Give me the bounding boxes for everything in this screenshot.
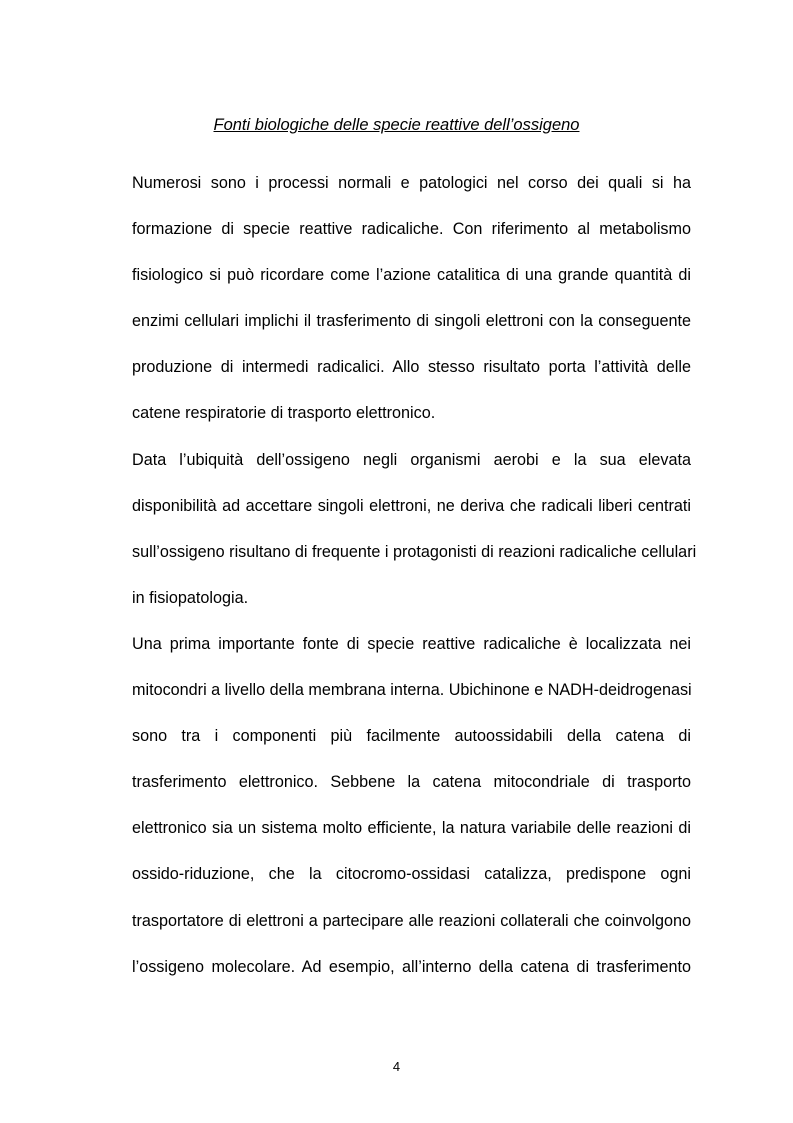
text-line: fisiologico si può ricordare come l’azione catalitica di una grande quantità di (132, 266, 691, 285)
text-line: mitocondri a livello della membrana interna. Ubichinone e NADH-deidrogenasi (132, 681, 692, 700)
page-number: 4 (392, 1059, 401, 1074)
text-line: catene respiratorie di trasporto elettronico. (132, 404, 436, 423)
text-line: enzimi cellulari implichi il trasferimento di singoli elettroni con la conseguente (132, 312, 691, 331)
text-line: l’ossigeno molecolare. Ad esempio, all’interno della catena di trasferimento (132, 957, 691, 976)
text-line: Data l’ubiquità dell’ossigeno negli organismi aerobi e la sua elevata (132, 450, 691, 469)
text-line: sono tra i componenti più facilmente autoossidabili della catena di (132, 727, 691, 746)
text-line: Una prima importante fonte di specie reattive radicaliche è localizzata nei (132, 634, 691, 653)
body-text (132, 160, 697, 990)
text-line: produzione di intermedi radicalici. Allo stesso risultato porta l’attività delle (132, 358, 691, 377)
text-line: in fisiopatologia. (132, 588, 249, 607)
text-line: ossido-riduzione, che la citocromo-ossidasi catalizza, predispone ogni (132, 865, 691, 884)
text-line: Numerosi sono i processi normali e patologici nel corso dei quali si ha (132, 174, 691, 192)
text-line: sull’ossigeno risultano di frequente i protagonisti di reazioni radicaliche cellulari (132, 542, 697, 561)
text-line: disponibilità ad accettare singoli elettroni, ne deriva che radicali liberi centrati (132, 496, 691, 515)
section-title: Fonti biologiche delle specie reattive dell’ossigeno (213, 116, 580, 134)
text-line: trasferimento elettronico. Sebbene la catena mitocondriale di trasporto (132, 773, 691, 792)
text-line: trasportatore di elettroni a partecipare alle reazioni collaterali che coinvolgono (132, 911, 691, 930)
text-line: elettronico sia un sistema molto efficiente, la natura variabile delle reazioni di (132, 819, 691, 838)
text-line: formazione di specie reattive radicaliche. Con riferimento al metabolismo (132, 220, 691, 239)
